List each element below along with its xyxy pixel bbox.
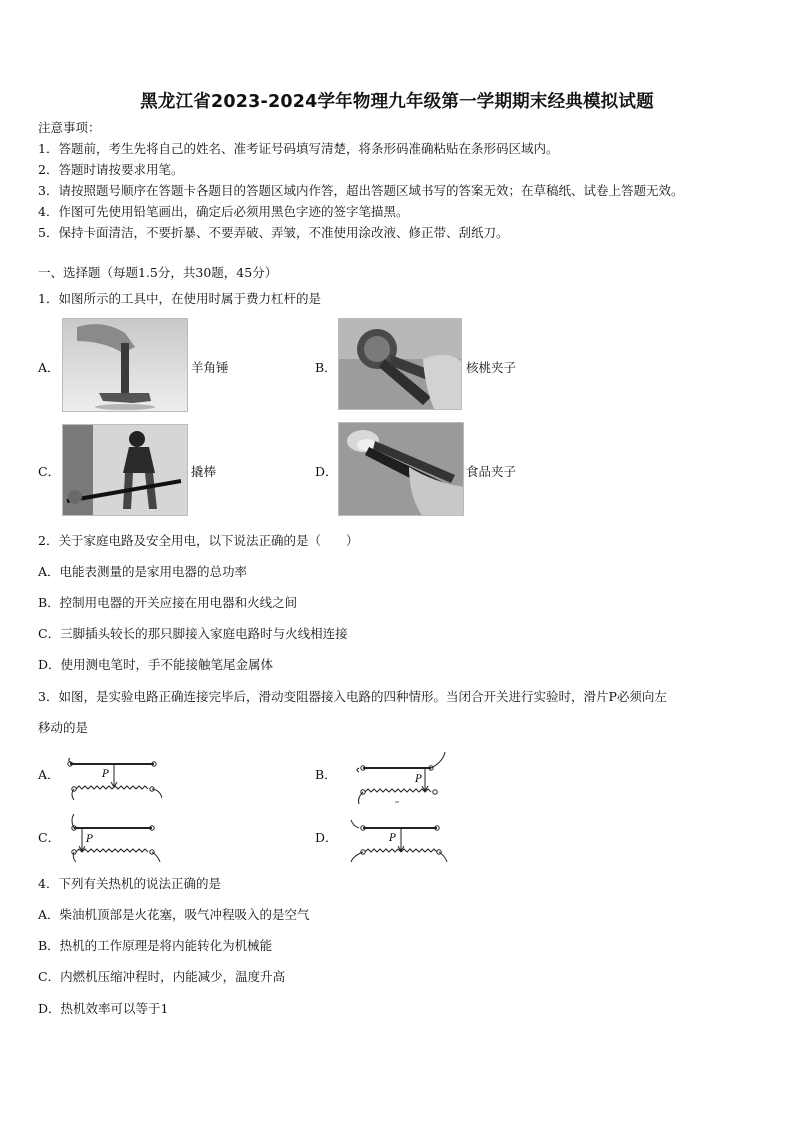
q1-option-b-letter: B． (315, 360, 337, 375)
rheostat-diagram-c (62, 812, 162, 862)
q1-option-a-letter: A． (38, 360, 60, 375)
section-heading: 一、选择题（每题1.5分，共30题，45分） (38, 265, 278, 280)
rheostat-diagram-a (62, 752, 162, 802)
q4-option-b: B．热机的工作原理是将内能转化为机械能 (38, 938, 273, 953)
q4-option-a: A．柴油机顶部是火花塞，吸气冲程吸入的是空气 (38, 907, 310, 922)
q2-option-d: D．使用测电笔时，手不能接触笔尾金属体 (38, 657, 274, 672)
crowbar-photo (62, 424, 188, 516)
notice-item-5: 5．保持卡面清洁，不要折暴、不要弄破、弄皱，不准使用涂改液、修正带、刮纸刀。 (38, 225, 509, 240)
q3-option-b-letter: B． (315, 767, 337, 782)
notice-heading: 注意事项： (38, 120, 101, 135)
notice-item-3: 3．请按照题号顺序在答题卡各题目的答题区域内作答，超出答题区域书写的答案无效；在草稿纸、试卷上答题无效。 (38, 183, 684, 198)
q1-option-a-label: 羊角锤 (191, 360, 229, 375)
q2-stem: 2．关于家庭电路及安全用电，以下说法正确的是（ ） (38, 533, 359, 548)
q4-option-c: C．内燃机压缩冲程时，内能减少，温度升高 (38, 969, 286, 984)
notice-item-2: 2．答题时请按要求用笔。 (38, 162, 184, 177)
walnut-cracker-photo (338, 318, 462, 410)
q3-option-c-letter: C． (38, 830, 61, 845)
q2-option-a: A．电能表测量的是家用电器的总功率 (38, 564, 248, 579)
q3d-slider-label: P (389, 833, 396, 844)
q3a-slider-label: P (102, 769, 109, 780)
q1-option-d-letter: D． (315, 464, 338, 479)
q3-option-d-letter: D． (315, 830, 338, 845)
rheostat-diagram-b (345, 750, 449, 806)
q1-option-c-label: 撬棒 (191, 464, 217, 479)
q1-option-d-label: 食品夹子 (466, 464, 517, 479)
q1-option-b-label: 核桃夹子 (466, 360, 517, 375)
q3-option-a-letter: A． (38, 767, 60, 782)
page-title: 黑龙江省2023-2024学年物理九年级第一学期期末经典模拟试题 (140, 92, 654, 112)
q3-stem-line1: 3．如图，是实验电路正确连接完毕后，滑动变阻器接入电路的四种情形。当闭合开关进行实验时，滑片P必须向左 (38, 689, 667, 704)
q3c-slider-label: P (86, 834, 93, 845)
q1-stem: 1．如图所示的工具中，在使用时属于费力杠杆的是 (38, 291, 321, 306)
q4-stem: 4．下列有关热机的说法正确的是 (38, 876, 221, 891)
q1-option-c-letter: C． (38, 464, 61, 479)
q2-option-b: B．控制用电器的开关应接在用电器和火线之间 (38, 595, 298, 610)
claw-hammer-photo (62, 318, 188, 412)
notice-item-4: 4．作图可先使用铅笔画出，确定后必须用黑色字迹的签字笔描黑。 (38, 204, 409, 219)
q3b-slider-label: P (415, 774, 422, 785)
food-tongs-photo (338, 422, 464, 516)
notice-item-1: 1．答题前，考生先将自己的姓名、准考证号码填写清楚，将条形码准确粘贴在条形码区域内。 (38, 141, 559, 156)
q3-stem-line2: 移动的是 (38, 720, 89, 735)
q4-option-d: D．热机效率可以等于1 (38, 1001, 169, 1016)
rheostat-diagram-d (345, 812, 449, 864)
q2-option-c: C．三脚插头较长的那只脚接入家庭电路时与火线相连接 (38, 626, 348, 641)
